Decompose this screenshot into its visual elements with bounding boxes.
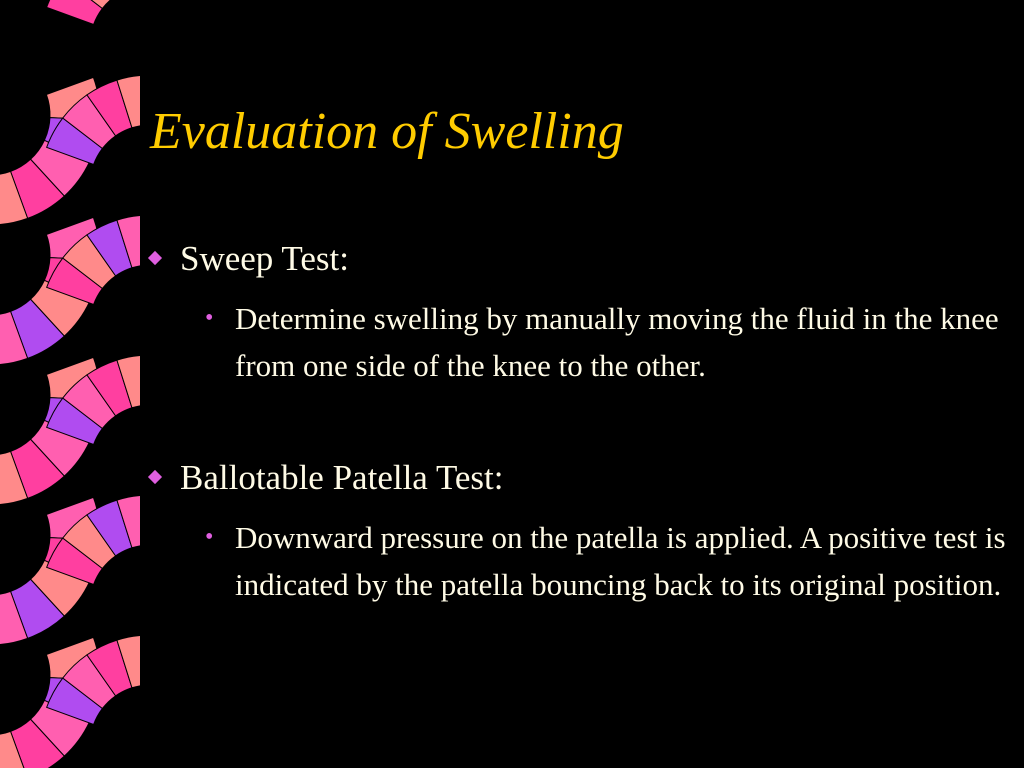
bullet-label: Ballotable Patella Test: <box>180 458 504 497</box>
bullet-sweep-test <box>150 236 349 282</box>
diamond-bullet-icon <box>148 470 162 484</box>
sub-bullet-text: Determine swelling by manually moving the fluid in the knee from one side of the knee to the other. <box>235 301 999 383</box>
dot-bullet-icon: • <box>205 305 214 331</box>
ribbon-segment <box>47 0 103 24</box>
sub-bullet-sweep-test <box>205 295 1015 389</box>
bullet-label: Sweep Test: <box>180 239 349 278</box>
dot-bullet-icon: • <box>205 524 214 550</box>
bullet-ballotable-patella-test <box>150 455 504 501</box>
decorative-fan-ribbon <box>0 0 140 768</box>
sub-bullet-text: Downward pressure on the patella is applied. A positive test is indicated by the patella bouncing back to its original position. <box>235 520 1006 602</box>
diamond-bullet-icon <box>148 251 162 265</box>
sub-bullet-ballotable-patella-test <box>205 514 1015 608</box>
slide-title: Evaluation of Swelling <box>150 103 624 160</box>
